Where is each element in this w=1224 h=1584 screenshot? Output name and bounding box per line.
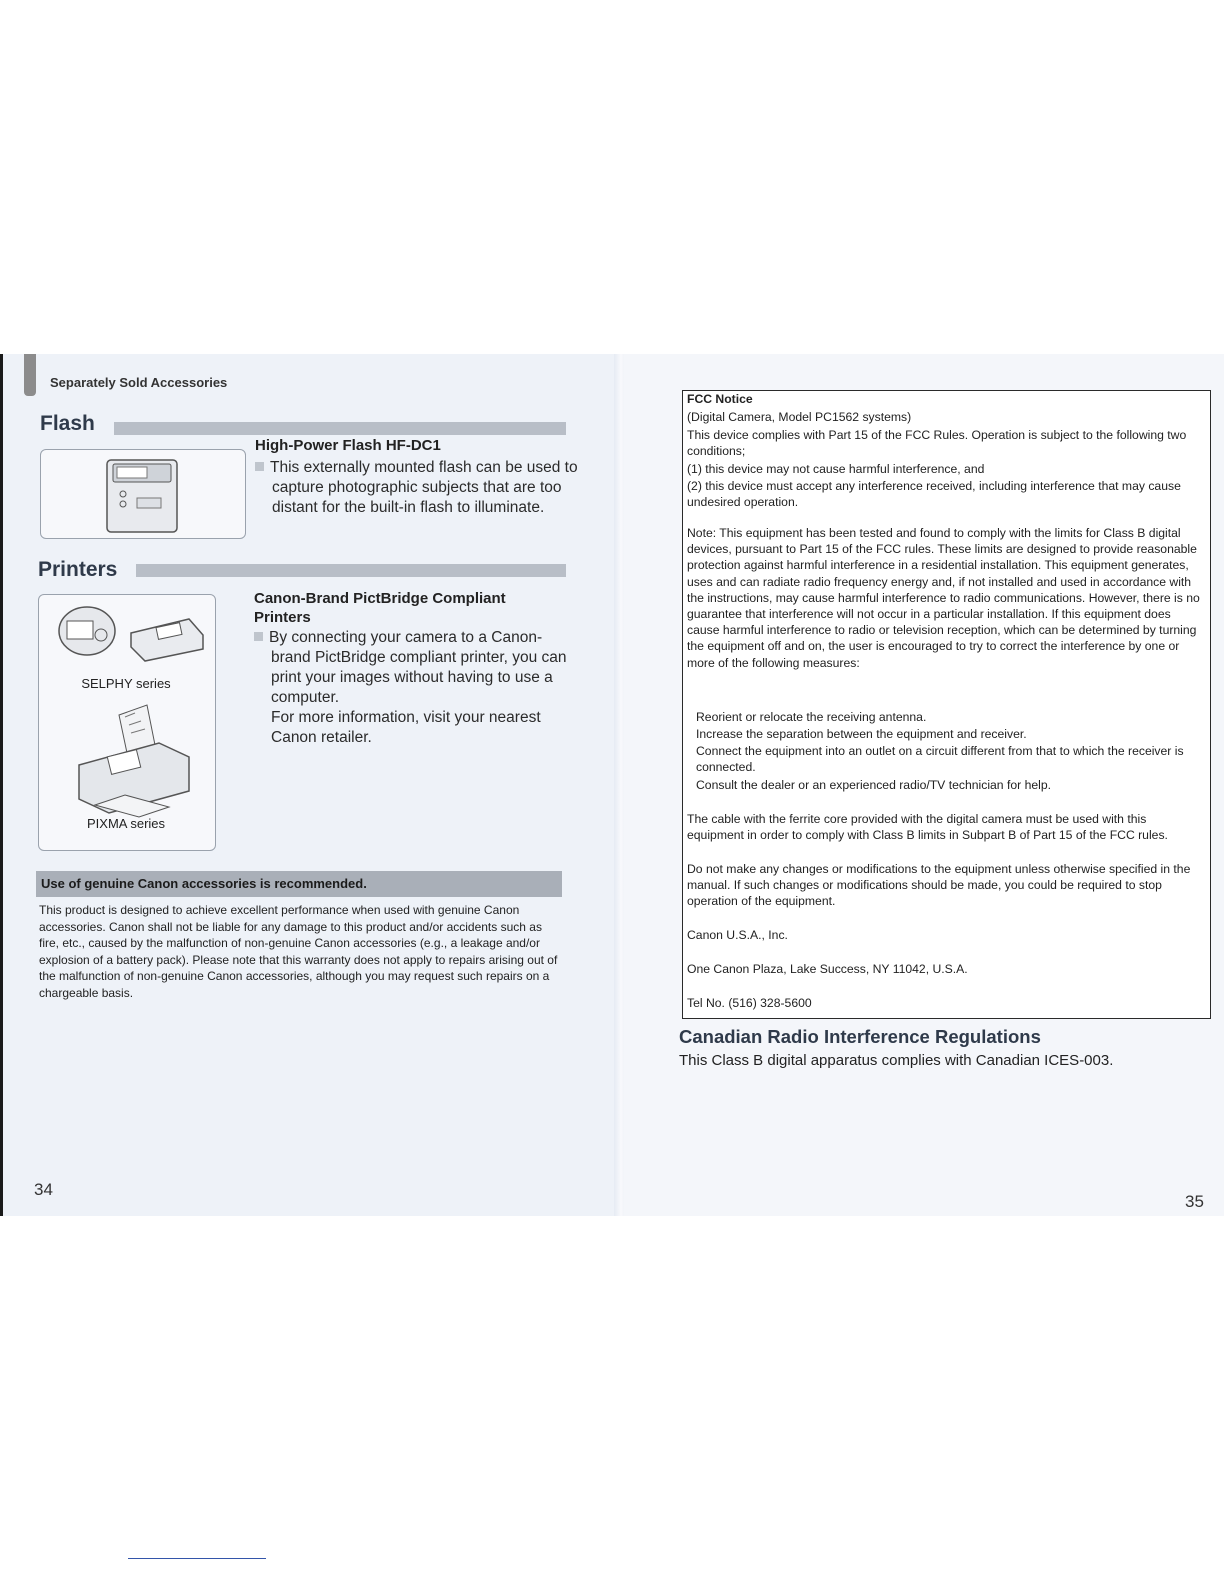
bullet-icon	[254, 632, 263, 641]
notice-body: This product is designed to achieve excellent performance when used with genuine Canon accessories. Canon shall not be liable for any damage to this product and/or accidents such as fire, etc., caused by the malfunction of non-genuine Canon accessories (e.g., a leakage and/or explosion of a battery pack). Please note that this warranty does not apply to repairs arising out of the malfunction of non-genuine Canon accessories, although you may request such repairs on a chargeable basis.	[39, 903, 558, 1000]
fcc-measure: Connect the equipment into an outlet on a circuit different from that to which the receiver is connected.	[696, 744, 1184, 775]
page-edge	[0, 354, 3, 1216]
page-number-right: 35	[1185, 1192, 1204, 1211]
printers-heading-bar	[136, 564, 566, 577]
page-number-left: 34	[34, 1180, 53, 1199]
pixma-caption: PIXMA series	[86, 816, 166, 831]
printers-product-title: Canon-Brand PictBridge Compliant Printers	[254, 590, 506, 626]
bullet-icon	[255, 462, 264, 471]
canadian-text: This Class B digital apparatus complies with Canadian ICES-003.	[679, 1052, 1114, 1069]
selphy-caption: SELPHY series	[81, 676, 171, 691]
section-label: Separately Sold Accessories	[50, 375, 228, 390]
fcc-phone: Tel No. (516) 328-5600	[687, 996, 812, 1010]
notice-title: Use of genuine Canon accessories is recommended.	[41, 876, 367, 891]
fcc-modifications: Do not make any changes or modifications to the equipment unless otherwise specified in the manual. If such changes or modifications should be made, you could be required to stop operation of the equipment.	[687, 862, 1191, 909]
section-tab	[24, 354, 36, 396]
fcc-title: FCC Notice	[687, 392, 753, 406]
flash-unit-illustration	[41, 450, 245, 538]
flash-heading-bar	[114, 422, 566, 435]
footer-line	[128, 1558, 266, 1559]
printers-heading: Printers	[38, 558, 118, 581]
fcc-company: Canon U.S.A., Inc.	[687, 928, 788, 942]
printers-description	[254, 628, 581, 708]
fcc-cable: The cable with the ferrite core provided with the digital camera must be used with this equipment in order to comply with Class B limits in Subpart B of Part 15 of the FCC rules.	[687, 812, 1168, 843]
fcc-measure: Increase the separation between the equipment and receiver.	[696, 727, 1027, 741]
flash-heading: Flash	[40, 412, 95, 435]
flash-product-title: High-Power Flash HF-DC1	[255, 437, 441, 454]
left-page	[0, 354, 620, 1216]
printers-illustration	[39, 595, 215, 850]
fcc-complies: This device complies with Part 15 of the FCC Rules. Operation is subject to the following two conditions;	[687, 428, 1187, 459]
canadian-title: Canadian Radio Interference Regulations	[679, 1026, 1041, 1047]
fcc-measure: Reorient or relocate the receiving antenna.	[696, 710, 927, 724]
flash-image-box	[40, 449, 246, 539]
fcc-condition-1: (1) this device may not cause harmful interference, and	[687, 462, 985, 476]
manual-spread	[0, 354, 1224, 1216]
printers-more-info: For more information, visit your nearest Canon retailer.	[271, 709, 541, 746]
flash-description-text: This externally mounted flash can be used to capture photographic subjects that are too distant for the built-in flash to illuminate.	[270, 459, 578, 516]
fcc-model: (Digital Camera, Model PC1562 systems)	[687, 410, 912, 424]
fcc-condition-2: (2) this device must accept any interference received, including interference that may cause undesired operation.	[687, 479, 1181, 510]
fcc-note: Note: This equipment has been tested and found to comply with the limits for Class B digital devices, pursuant to Part 15 of the FCC rules. These limits are designed to provide reasonable protection against harmful interference in a residential installation. This equipment generates, uses and can radiate radio frequency energy and, if not installed and used in accordance with the instructions, may cause harmful interference to radio communications. However, there is no guarantee that interference will not occur in a particular installation. If this equipment does cause harmful interference to radio or television reception, which can be determined by turning the equipment off and on, the user is encouraged to try to correct the interference by one or more of the following measures:	[687, 526, 1200, 670]
notice-bar	[36, 871, 562, 897]
printers-description-text: By connecting your camera to a Canon-brand PictBridge compliant printer, you can print your images without having to use a computer.	[269, 629, 567, 706]
fcc-notice-box	[682, 390, 1211, 1019]
flash-description	[255, 458, 582, 518]
printers-image-box	[38, 594, 216, 851]
fcc-measure: Consult the dealer or an experienced radio/TV technician for help.	[696, 778, 1052, 792]
fcc-address: One Canon Plaza, Lake Success, NY 11042, U.S.A.	[687, 962, 968, 976]
